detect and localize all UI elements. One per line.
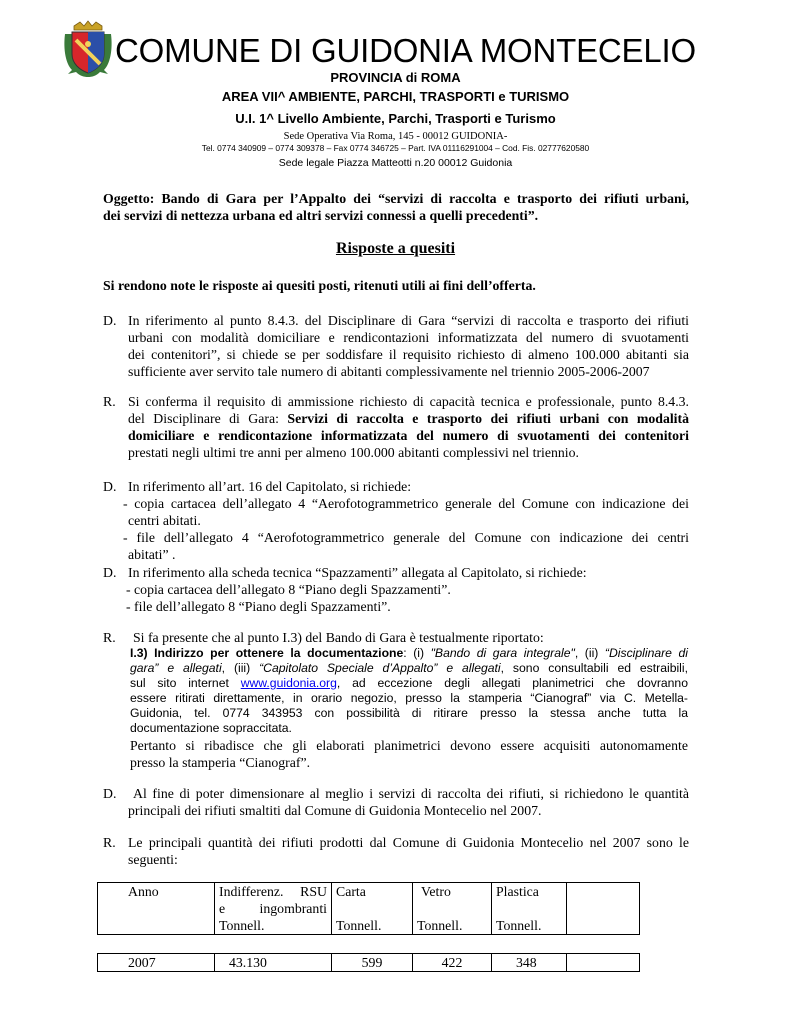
question-4 xyxy=(103,785,689,819)
answer-3 xyxy=(103,834,689,868)
q2-line: - copia cartacea dell’allegato 4 “Aerofotogrammetrico generale del Comune con indicazione dei xyxy=(123,496,689,511)
section-title: Risposte a quesiti xyxy=(335,240,456,257)
quote-text: Guidonia, tel. 0774 343953 con possibilità di ritirare presso la stessa anche tutta la xyxy=(130,706,688,720)
q1-line: urbani con modalità domiciliare e rendicontazioni informatizzata del numero di svuotamenti xyxy=(128,330,689,345)
quote-text: , sono consultabili ed estraibili, xyxy=(500,661,688,675)
table-header-row xyxy=(98,883,640,935)
cell-empty xyxy=(567,954,640,972)
quote-text: : (i) xyxy=(403,646,431,660)
waste-table-data xyxy=(97,953,640,972)
q3-line: - copia cartacea dell’allegato 8 “Piano degli Spazzamenti”. xyxy=(126,582,451,597)
header-empty xyxy=(567,883,640,935)
r1-line: Si conferma il requisito di ammissione richiesto di capacità tecnica e professionale, punto 8.4.3. xyxy=(128,394,689,409)
question-label: D. xyxy=(103,565,117,580)
cell-anno: 2007 xyxy=(98,954,215,972)
question-2 xyxy=(103,478,689,563)
quote-text: , (iii) xyxy=(221,661,260,675)
answer-label: R. xyxy=(103,630,116,645)
header-carta xyxy=(332,883,413,935)
website-link[interactable]: www.guidonia.org xyxy=(240,676,337,690)
header-plastica xyxy=(492,883,567,935)
cell-carta: 599 xyxy=(332,954,413,972)
header-label: Tonnell. xyxy=(496,918,542,933)
sede-operativa: Sede Operativa Via Roma, 145 - 00012 GUIDONIA- xyxy=(283,131,508,142)
answer-2 xyxy=(103,629,689,646)
question-label: D. xyxy=(103,479,117,494)
q4-line: principali dei rifiuti smaltiti dal Comune di Guidonia Montecelio nel 2007. xyxy=(128,803,542,818)
header-indifferenziato xyxy=(215,883,332,935)
quote-italic: “Capitolato Speciale d’Appalto” e allegati xyxy=(259,661,501,675)
intro-text: Si rendono note le risposte ai quesiti posti, ritenuti utili ai fini dell’offerta. xyxy=(103,278,536,293)
oggetto-line-2: dei servizi di nettezza urbana ed altri servizi connessi a quelli precedenti”. xyxy=(103,208,539,223)
header-label: Tonnell. xyxy=(417,918,463,933)
header-label: Tonnell. xyxy=(336,918,382,933)
q3-line: - file dell’allegato 8 “Piano degli Spazzamenti”. xyxy=(126,599,391,614)
header-label: Vetro xyxy=(421,884,451,899)
q3-line: In riferimento alla scheda tecnica “Spazzamenti” allegata al Capitolato, si richiede: xyxy=(128,565,587,580)
r2-line: Pertanto si ribadisce che gli elaborati planimetrici devono essere acquisiti autonomamente xyxy=(130,738,688,753)
answer-label: R. xyxy=(103,835,116,850)
r2-line: Si fa presente che al punto I.3) del Bando di Gara è testualmente riportato: xyxy=(133,630,544,645)
header-label: e ingombranti xyxy=(219,901,327,916)
header-anno xyxy=(98,883,215,935)
question-label: D. xyxy=(103,313,117,328)
header-label: Carta xyxy=(336,884,366,899)
q1-line: sufficiente aver servito tale numero di abitanti complessivamente nel triennio 2005-2006-2007 xyxy=(128,364,650,379)
q2-line: In riferimento all’art. 16 del Capitolato, si richiede: xyxy=(128,479,412,494)
sede-legale: Sede legale Piazza Matteotti n.20 00012 Guidonia xyxy=(278,157,513,169)
r1-line: prestati negli ultimi tre anni per almeno 100.000 abitanti complessivi nel triennio. xyxy=(128,445,579,460)
oggetto-line-1: Oggetto: Bando di Gara per l’Appalto dei “servizi di raccolta e trasporto dei rifiuti urbani, xyxy=(103,191,689,206)
quote-text: , ad eccezione degli allegati planimetrici che dovranno xyxy=(336,676,688,690)
quote-text: sul sito internet xyxy=(130,676,241,690)
cell-indifferenziato: 43.130 xyxy=(215,954,332,972)
unit-line: U.I. 1^ Livello Ambiente, Parchi, Trasporti e Turismo xyxy=(235,111,556,126)
q1-line: dei contenitori”, si chiede se per soddisfare il requisito richiesto di almeno 100.000 abitanti sia xyxy=(128,347,689,362)
r1-line: del Disciplinare di Gara: xyxy=(128,411,288,426)
waste-table-header xyxy=(97,882,640,935)
contacts-line: Tel. 0774 340909 – 0774 309378 – Fax 0774 346725 – Part. IVA 01116291004 – Cod. Fis. 02777620580 xyxy=(201,143,590,153)
r2-line: presso la stamperia “Cianograf”. xyxy=(130,755,311,770)
answer-label: R. xyxy=(103,394,116,409)
quote-italic: "Bando di gara integrale" xyxy=(430,646,575,660)
quote-italic: “Disciplinare di xyxy=(604,646,689,660)
quote-text: documentazione sopraccitata. xyxy=(130,721,292,735)
province-line: PROVINCIA di ROMA xyxy=(330,70,461,85)
quoted-bando-text xyxy=(130,646,688,736)
header-vetro xyxy=(413,883,492,935)
oggetto xyxy=(103,190,689,224)
q2-line: abitati” . xyxy=(128,547,176,562)
question-3 xyxy=(103,564,689,615)
table-row xyxy=(98,954,640,972)
quote-heading: I.3) Indirizzo per ottenere la documentazione xyxy=(130,646,404,660)
cell-plastica: 348 xyxy=(492,954,567,972)
r3-line: seguenti: xyxy=(128,852,178,867)
cell-vetro: 422 xyxy=(413,954,492,972)
q2-line: centri abitati. xyxy=(128,513,201,528)
header-label: Tonnell. xyxy=(219,918,265,933)
answer-2-conclusion xyxy=(130,737,688,771)
r1-line-bold: Servizi di raccolta e trasporto dei rifiuti urbani con modalità xyxy=(287,411,689,426)
q2-line: - file dell’allegato 4 “Aerofotogrammetrico generale del Comune con indicazione dei centri xyxy=(123,530,689,545)
answer-1 xyxy=(103,393,689,461)
quote-text: essere ritirati direttamente, in orario negozio, presso la stamperia “Cianograf” via C. Metella- xyxy=(130,691,688,705)
quote-italic: gara” e allegati xyxy=(130,661,222,675)
municipality-title: COMUNE DI GUIDONIA MONTECELIO xyxy=(115,32,696,69)
quote-text: , (ii) xyxy=(574,646,605,660)
r1-line-bold: domiciliare e rendicontazione informatizzata del numero di svuotamenti dei contenitori xyxy=(128,428,689,443)
header-label: Anno xyxy=(128,884,159,899)
q4-line: Al fine di poter dimensionare al meglio i servizi di raccolta dei rifiuti, si richiedono le quantità xyxy=(133,786,689,801)
question-label: D. xyxy=(103,786,117,801)
header-label: Plastica xyxy=(496,884,539,899)
q1-line: In riferimento al punto 8.4.3. del Disciplinare di Gara “servizi di raccolta e trasporto dei rifiuti xyxy=(128,313,689,328)
r3-line: Le principali quantità dei rifiuti prodotti dal Comune di Guidonia Montecelio nel 2007 sono le xyxy=(128,835,689,850)
area-line: AREA VII^ AMBIENTE, PARCHI, TRASPORTI e TURISMO xyxy=(221,89,570,104)
question-1 xyxy=(103,312,689,380)
header-label: Indifferenz. RSU xyxy=(219,884,327,899)
